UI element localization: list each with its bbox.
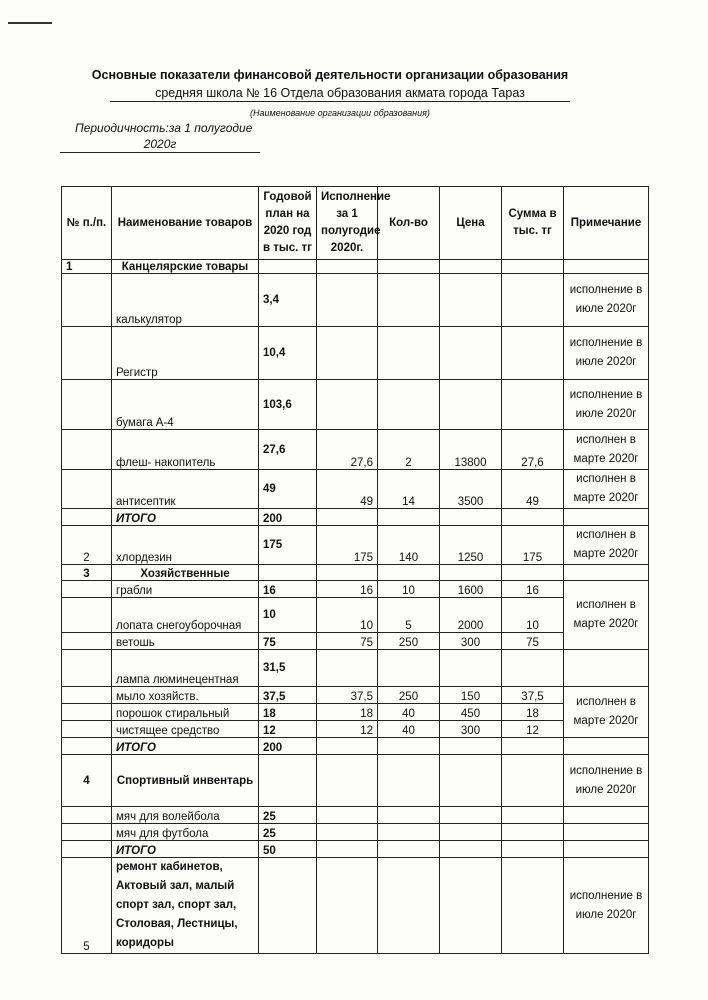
- section-num: 4: [62, 755, 112, 807]
- table-row: [62, 274, 649, 327]
- item-done: 12: [317, 721, 378, 738]
- section-num: 1: [62, 260, 112, 274]
- item-plan: 16: [259, 581, 317, 598]
- item-qty: 5: [378, 598, 440, 633]
- header-name: Наименование товаров: [112, 187, 259, 260]
- table-row: [62, 650, 649, 687]
- document-title: Основные показатели финансовой деятельности организации образования: [91, 68, 569, 82]
- item-qty: 2: [378, 430, 440, 470]
- item-done: 10: [317, 598, 378, 633]
- item-plan: 10: [259, 598, 317, 633]
- item-note: исполнен в марте 2020г: [564, 470, 649, 509]
- section-row: [62, 755, 649, 807]
- section-name: Спортивный инвентарь: [112, 755, 259, 807]
- section-num: 3: [62, 565, 112, 581]
- header-note: Примечание: [564, 187, 649, 260]
- section-note: исполнение в июле 2020г: [564, 755, 649, 807]
- section-row: [62, 260, 649, 274]
- item-name: бумага А-4: [112, 380, 259, 430]
- item-plan: 18: [259, 704, 317, 721]
- item-name: ремонт кабинетов, Актовый зал, малый спорт зал, спорт зал, Столовая, Лестницы, коридоры: [112, 858, 259, 954]
- item-done: 49: [317, 470, 378, 509]
- item-done: 18: [317, 704, 378, 721]
- item-plan: 31,5: [259, 650, 317, 687]
- table-header-row: [62, 187, 649, 260]
- item-plan: 27,6: [259, 430, 317, 470]
- total-plan: 200: [259, 509, 317, 526]
- total-label: ИТОГО: [112, 738, 259, 755]
- period-label: Периодичность:за 1 полугодие: [75, 121, 253, 135]
- item-plan: 25: [259, 807, 317, 824]
- item-name: порошок стиральный: [112, 704, 259, 721]
- item-plan: 3,4: [259, 274, 317, 327]
- item-qty: 140: [378, 526, 440, 565]
- header-plan: Годовой план на 2020 год в тыс. тг: [259, 187, 317, 260]
- total-row: [62, 841, 649, 858]
- item-sum: 18: [502, 704, 564, 721]
- item-name: мыло хозяйств.: [112, 687, 259, 704]
- item-qty: 10: [378, 581, 440, 598]
- item-note: исполнение в июле 2020г: [564, 380, 649, 430]
- table-row: [62, 807, 649, 824]
- item-sum: 75: [502, 633, 564, 650]
- table-row: [62, 470, 649, 509]
- table-row: [62, 327, 649, 380]
- item-price: 1600: [440, 581, 502, 598]
- item-price: 2000: [440, 598, 502, 633]
- financial-indicators-table: [61, 186, 649, 954]
- item-done: 175: [317, 526, 378, 565]
- item-qty: 250: [378, 687, 440, 704]
- item-name: антисептик: [112, 470, 259, 509]
- item-sum: 175: [502, 526, 564, 565]
- table-row: [62, 380, 649, 430]
- section-name: Хозяйственные: [112, 565, 259, 581]
- header-qty: Кол-во: [378, 187, 440, 260]
- item-qty: 14: [378, 470, 440, 509]
- header-done: Исполнение за 1 полугодие 2020г.: [317, 187, 378, 260]
- item-done: 37,5: [317, 687, 378, 704]
- organization-name: средняя школа № 16 Отдела образования акмата города Тараз: [110, 86, 570, 102]
- total-label: ИТОГО: [112, 841, 259, 858]
- table-row: [62, 687, 649, 704]
- table-row: [62, 598, 649, 633]
- section-row: [62, 565, 649, 581]
- item-price: 13800: [440, 430, 502, 470]
- group-note: исполнен в марте 2020г: [564, 581, 649, 650]
- item-sum: 49: [502, 470, 564, 509]
- item-done: 27,6: [317, 430, 378, 470]
- table-row: [62, 633, 649, 650]
- item-note: исполнение в июле 2020г: [564, 858, 649, 954]
- total-plan: 50: [259, 841, 317, 858]
- item-name: лопата снегоуборочная: [112, 598, 259, 633]
- item-done: 16: [317, 581, 378, 598]
- item-name: мяч для футбола: [112, 824, 259, 841]
- item-sum: 12: [502, 721, 564, 738]
- item-sum: 37,5: [502, 687, 564, 704]
- item-name: ветошь: [112, 633, 259, 650]
- table-row: [62, 858, 649, 954]
- table-row: [62, 526, 649, 565]
- table-row: [62, 824, 649, 841]
- item-sum: 27,6: [502, 430, 564, 470]
- item-qty: 40: [378, 721, 440, 738]
- item-price: 300: [440, 633, 502, 650]
- header-price: Цена: [440, 187, 502, 260]
- item-price: 450: [440, 704, 502, 721]
- corner-pen-mark: [8, 22, 52, 24]
- item-name: Регистр: [112, 327, 259, 380]
- item-plan: 37,5: [259, 687, 317, 704]
- item-sum: 10: [502, 598, 564, 633]
- section-name: Канцелярские товары: [112, 260, 259, 274]
- table-row: [62, 704, 649, 721]
- item-plan: 49: [259, 470, 317, 509]
- organization-caption: (Наименование организации образования): [250, 108, 430, 118]
- item-price: 3500: [440, 470, 502, 509]
- item-price: 300: [440, 721, 502, 738]
- item-name: хлордезин: [112, 526, 259, 565]
- item-price: 1250: [440, 526, 502, 565]
- total-row: [62, 509, 649, 526]
- total-plan: 200: [259, 738, 317, 755]
- item-plan: 103,6: [259, 380, 317, 430]
- item-done: 75: [317, 633, 378, 650]
- item-num: 5: [62, 858, 112, 954]
- item-note: исполнен в марте 2020г: [564, 526, 649, 565]
- item-name: лампа люминецентная: [112, 650, 259, 687]
- item-qty: 250: [378, 633, 440, 650]
- item-sum: 16: [502, 581, 564, 598]
- item-num: 2: [62, 526, 112, 565]
- item-plan: 25: [259, 824, 317, 841]
- item-plan: 10,4: [259, 327, 317, 380]
- total-row: [62, 738, 649, 755]
- item-plan: 175: [259, 526, 317, 565]
- table-row: [62, 581, 649, 598]
- item-name: мяч для волейбола: [112, 807, 259, 824]
- item-name: калькулятор: [112, 274, 259, 327]
- item-note: исполнение в июле 2020г: [564, 327, 649, 380]
- item-name: грабли: [112, 581, 259, 598]
- header-sum: Сумма в тыс. тг: [502, 187, 564, 260]
- item-price: 150: [440, 687, 502, 704]
- table-row: [62, 430, 649, 470]
- header-num: № п./п.: [62, 187, 112, 260]
- item-name: флеш- накопитель: [112, 430, 259, 470]
- item-note: исполнение в июле 2020г: [564, 274, 649, 327]
- total-label: ИТОГО: [112, 509, 259, 526]
- item-plan: 75: [259, 633, 317, 650]
- item-plan: 12: [259, 721, 317, 738]
- item-qty: 40: [378, 704, 440, 721]
- table-row: [62, 721, 649, 738]
- period-year: 2020г: [60, 137, 260, 153]
- item-note: исполнен в марте 2020г: [564, 430, 649, 470]
- item-name: чистящее средство: [112, 721, 259, 738]
- group-note: исполнен в марте 2020г: [564, 687, 649, 738]
